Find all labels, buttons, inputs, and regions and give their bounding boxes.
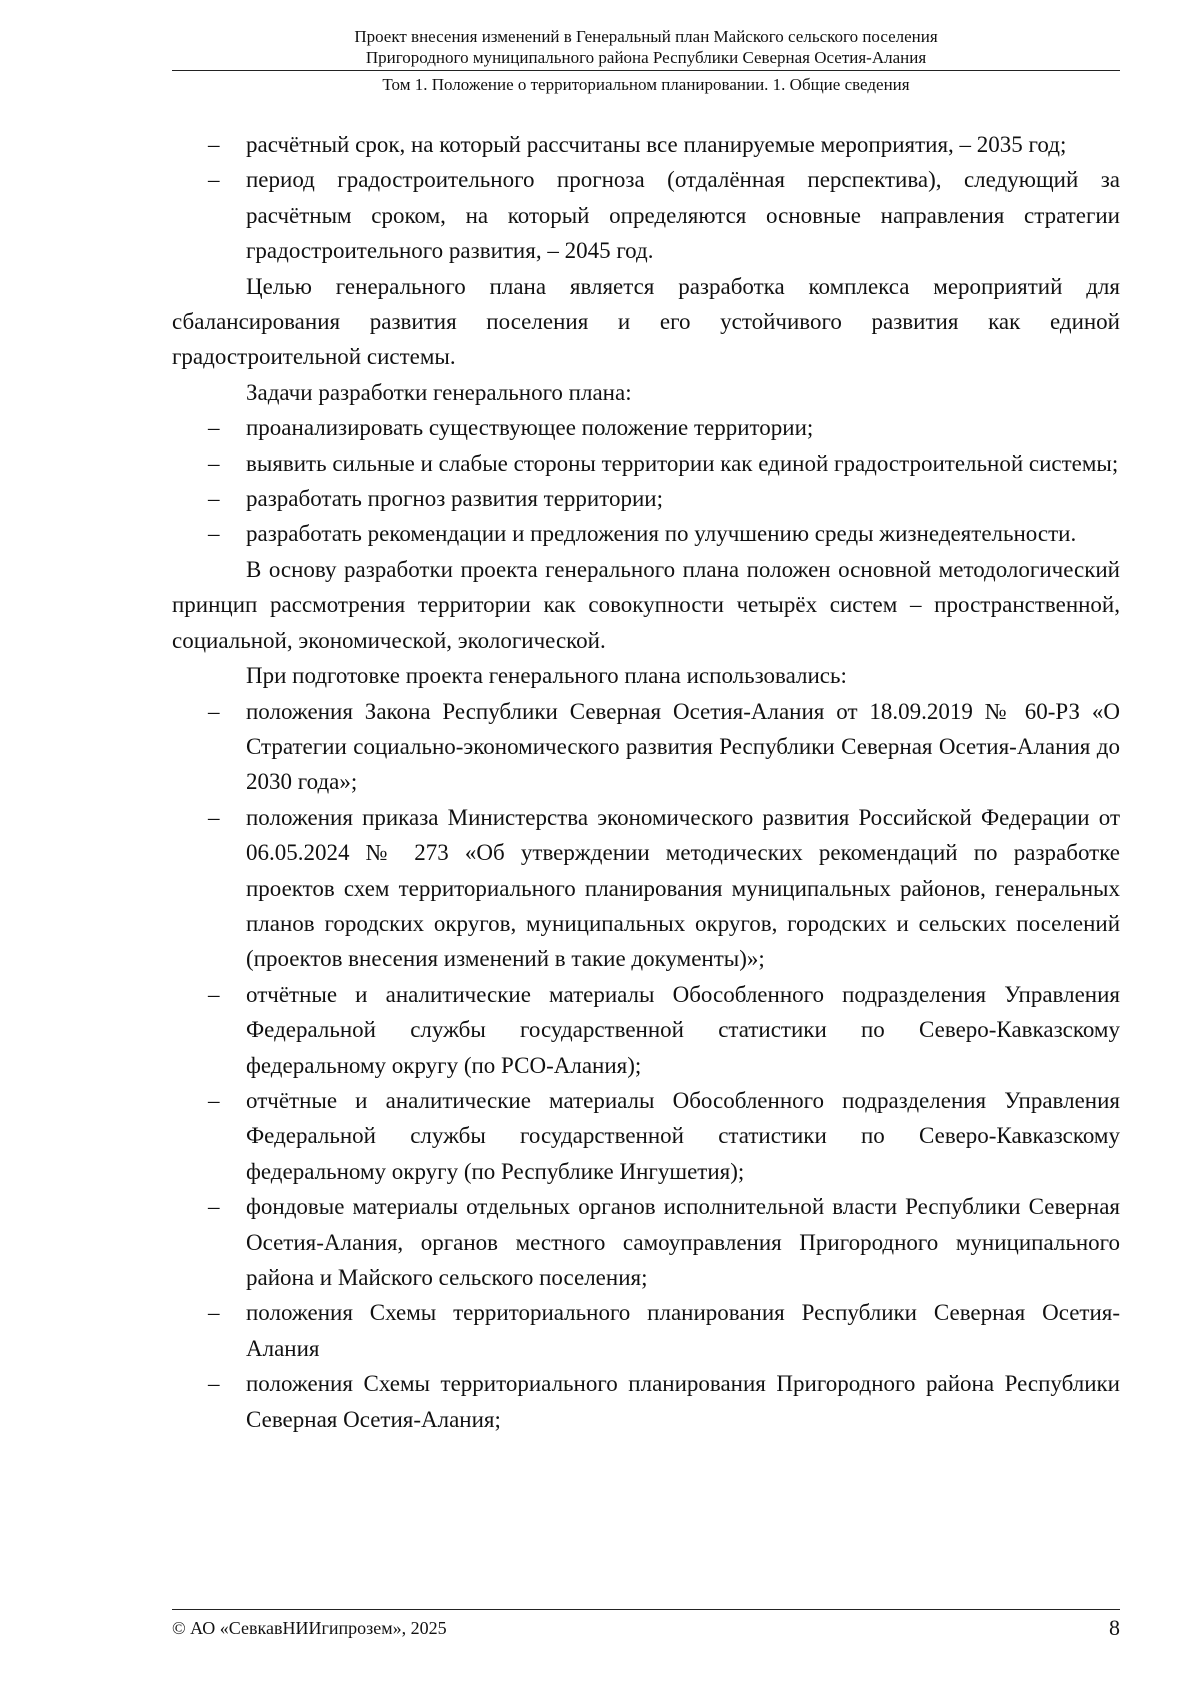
page-header bbox=[172, 26, 1120, 95]
header-divider bbox=[172, 70, 1120, 71]
list-item-text: разработать прогноз развития территории; bbox=[246, 486, 663, 512]
list-item-text: отчётные и аналитические материалы Обособленного подразделения Управления Федеральной службы государственной статистики по Северо-Кавказскому федеральному округу (по Республике Ингушетия); bbox=[246, 1087, 1120, 1184]
bullet-dash: – bbox=[208, 804, 220, 830]
list-item bbox=[172, 800, 1120, 977]
methodology-paragraph: В основу разработки проекта генерального плана положен основной методологический принцип рассмотрения территории как совокупности четырёх систем – пространственной, социальной, экономической, экологической. bbox=[172, 556, 1120, 653]
list-item-text: фондовые материалы отдельных органов исполнительной власти Республики Северная Осетия-Алания, органов местного самоуправления Пригородного муниципального района и Майского сельского поселения; bbox=[246, 1194, 1120, 1290]
list-item bbox=[172, 1083, 1120, 1189]
bullet-dash: – bbox=[208, 486, 220, 512]
list-item bbox=[172, 481, 1120, 516]
list-item bbox=[172, 127, 1120, 162]
page-number: 8 bbox=[1109, 1615, 1120, 1640]
document-body bbox=[172, 127, 1120, 1437]
bullet-dash: – bbox=[208, 167, 220, 193]
list-item-text: положения Закона Республики Северная Осетия-Алания от 18.09.2019 № 60-РЗ «О Стратегии социально-экономического развития Республики Северная Осетия-Алания до 2030 года»; bbox=[246, 698, 1120, 795]
list-item bbox=[172, 694, 1120, 800]
footer-divider bbox=[172, 1609, 1120, 1610]
page-footer bbox=[172, 1609, 1120, 1640]
goal-paragraph: Целью генерального плана является разработка комплекса мероприятий для сбалансирования развития поселения и его устойчивого развития как единой градостроительной системы. bbox=[172, 273, 1120, 370]
header-title-line-1: Проект внесения изменений в Генеральный план Майского сельского поселения bbox=[354, 27, 938, 46]
header-section-line: Том 1. Положение о территориальном планировании. 1. Общие сведения bbox=[382, 75, 910, 94]
sources-list bbox=[172, 694, 1120, 1438]
list-item-text: период градостроительного прогноза (отдалённая перспектива), следующий за расчётным сроком, на который определяются основные направления стратегии градостроительного развития, – 2045 год. bbox=[246, 167, 1120, 264]
list-item-text: выявить сильные и слабые стороны территории как единой градостроительной системы; bbox=[246, 450, 1119, 476]
bullet-dash: – bbox=[208, 450, 220, 476]
list-item bbox=[172, 516, 1120, 551]
bullet-dash: – bbox=[208, 1371, 220, 1397]
list-item bbox=[172, 446, 1120, 481]
list-item bbox=[172, 1295, 1120, 1366]
list-item bbox=[172, 410, 1120, 445]
bullet-dash: – bbox=[208, 521, 220, 547]
bullet-dash: – bbox=[208, 415, 220, 441]
list-item-text: положения Схемы территориального планирования Пригородного района Республики Северная Осетия-Алания; bbox=[246, 1371, 1120, 1432]
bullet-dash: – bbox=[208, 1300, 220, 1326]
bullet-dash: – bbox=[208, 1087, 220, 1113]
list-item bbox=[172, 977, 1120, 1083]
list-item-text: отчётные и аналитические материалы Обособленного подразделения Управления Федеральной службы государственной статистики по Северо-Кавказскому федеральному округу (по РСО-Алания); bbox=[246, 981, 1120, 1078]
sources-heading-paragraph: При подготовке проекта генерального плана использовались: bbox=[246, 663, 847, 689]
list-item bbox=[172, 1189, 1120, 1295]
list-item bbox=[172, 1366, 1120, 1437]
tasks-heading-paragraph: Задачи разработки генерального плана: bbox=[246, 379, 632, 405]
list-item-text: разработать рекомендации и предложения по улучшению среды жизнедеятельности. bbox=[246, 521, 1077, 547]
bullet-dash: – bbox=[208, 132, 220, 157]
tasks-list bbox=[172, 410, 1120, 552]
list-item-text: проанализировать существующее положение территории; bbox=[246, 415, 814, 441]
periods-list bbox=[172, 127, 1120, 269]
copyright-text: © АО «СевкавНИИгипрозем», 2025 bbox=[172, 1618, 447, 1638]
bullet-dash: – bbox=[208, 698, 220, 724]
bullet-dash: – bbox=[208, 981, 220, 1007]
header-title-line-2: Пригородного муниципального района Республики Северная Осетия-Алания bbox=[365, 48, 927, 67]
list-item-text: расчётный срок, на который рассчитаны все планируемые мероприятия, – 2035 год; bbox=[246, 132, 1067, 157]
list-item-text: положения приказа Министерства экономического развития Российской Федерации от 06.05.2024 № 273 «Об утверждении методических рекомендаций по разработке проектов схем территориального планирования муниципальных районов, генеральных планов городских округов, муниципальных округов, городских и сельских поселений (проектов внесения изменений в такие документы)»; bbox=[246, 804, 1120, 972]
list-item bbox=[172, 162, 1120, 268]
list-item-text: положения Схемы территориального планирования Республики Северная Осетия-Алания bbox=[246, 1300, 1120, 1361]
bullet-dash: – bbox=[208, 1194, 220, 1220]
